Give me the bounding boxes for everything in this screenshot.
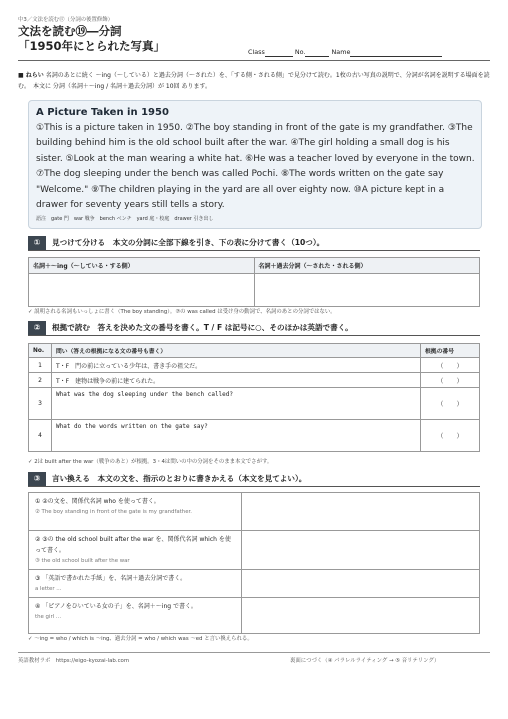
aim-paragraph [18,70,490,92]
course-label: 中3／文法を読む⑰（分詞の後置修飾） [18,17,114,23]
row-number: 1 [29,358,52,373]
class-label: Class [248,48,265,56]
no-label: No. [294,48,306,56]
section1-header [28,236,480,250]
section3-table [28,492,480,634]
aim-text: 名詞のあとに続く 〜ing（〜している）と過去分詞（〜された）を、「する側・される側」で見分けて読む。1枚の古い写真の説明で、分詞が名詞を説明する場面を読む。 本文に 分詞（名詞＋〜ing / 名詞＋過去分詞）が 10回 あります。 [18,72,490,90]
table-row [29,531,480,570]
table-row [29,358,480,373]
evidence-cell[interactable]: （ ） [421,388,480,420]
evidence-cell[interactable]: （ ） [421,420,480,452]
question-text[interactable]: T・F 建物は戦争の前に建てられた。 [52,373,421,388]
section2-header [28,321,480,335]
row-number: 2 [29,373,52,388]
vocab-notes: 語注 gate 門 war 戦争 bench ベンチ yard 庭・校庭 drawer 引き出し [36,216,214,222]
table-row [29,570,480,598]
rewrite-answer-cell[interactable] [242,598,480,634]
question-text[interactable]: What do the words written on the gate say? [52,420,421,452]
col-ing-header: 名詞＋〜ing（〜している・する側） [29,258,255,274]
passage-text: ①This is a picture taken in 1950. ②The boy standing in front of the gate is my grandfather. ③The building behind him is the old school built after the war. ④The girl holding a small dog is his sister. ⑤Look at the man wearing a white hat. ⑥He was a teacher loved by everyone in the town. ⑦The dog sleeping under the bench was called Pochi. ⑧The words written on the gate say "Welcome." ⑨The children playing in the yard are all over eighty now. ⑩A picture kept in a drawer for seventy years still tells a story. [36,123,475,211]
name-blank[interactable] [350,48,442,57]
evidence-header: 根拠の番号 [421,344,480,358]
question-text[interactable]: What was the dog sleeping under the bench called? [52,388,421,420]
rewrite-prompt: ② ③の the old school built after the war を、関係代名詞 which を使って書く。 ③ the old school built after the war [29,531,242,570]
passage-title: A Picture Taken in 1950 [36,107,169,118]
class-blank[interactable] [265,48,293,57]
question-text[interactable]: T・F 門の前に立っている少年は、書き手の祖父だ。 [52,358,421,373]
name-fields [248,48,442,57]
table-row [29,493,480,531]
section2-rule [28,335,480,336]
pp-answer-cell[interactable] [254,274,480,307]
section2-table [28,343,480,452]
worksheet-subtitle: 「1950年にとられた写真」 [18,39,166,53]
rewrite-hint: a letter ... [35,586,62,592]
section1-table [28,257,480,307]
section3-header [28,472,480,486]
rewrite-prompt: ④ 「ピアノをひいている女の子」を、名詞＋〜ing で書く。 the girl ... [29,598,242,634]
section2-number: ② [28,321,46,335]
no-blank[interactable] [305,48,329,57]
row-number: 4 [29,420,52,452]
section1-note: ✓ 説明される名詞もいっしょに書く（The boy standing）。⑦の was called は受け身の動詞で、名詞のあとの分詞ではない。 [28,309,336,315]
footer-source: 英語教材ラボ https://eigo-kyozai-lab.com [18,658,130,664]
question-header: 問い（答えの根拠になる文の番号も書く） [52,344,421,358]
table-row [29,373,480,388]
section1-heading: 見つけて分ける 本文の分詞に全部下線を引き、下の表に分けて書く（10つ）。 [52,238,325,247]
section3-heading: 言い換える 本文の文を、指示のとおりに書きかえる（本文を見てよい）。 [52,474,307,483]
table-row [29,420,480,452]
rewrite-answer-cell[interactable] [242,570,480,598]
section3-rule [28,486,480,487]
col-pp-header: 名詞＋過去分詞（〜された・される側） [254,258,480,274]
row-number: 3 [29,388,52,420]
section2-heading: 根拠で読む 答えを決めた文の番号を書く。T / F は記号に○、そのほかは英語で書く。 [52,323,353,332]
header-divider [18,60,490,61]
section2-note: ✓ 2は built after the war（戦争のあと）が根拠。3・4は問いの中の分詞をそのまま本文でさがす。 [28,459,273,465]
section3-note: ✓ 〜ing = who / which is 〜ing、過去分詞 = who / which was 〜ed と言い換えられる。 [28,636,253,642]
no-header: No. [29,344,52,358]
footer-divider [18,652,490,653]
rewrite-prompt: ③ 「英語で書かれた手紙」を、名詞＋過去分詞で書く。 a letter ... [29,570,242,598]
table-row [29,388,480,420]
evidence-cell[interactable]: （ ） [421,373,480,388]
section1-rule [28,250,480,251]
evidence-cell[interactable]: （ ） [421,358,480,373]
aim-label: ■ ねらい [18,72,44,79]
rewrite-hint: the girl ... [35,614,62,620]
name-label: Name [331,48,351,56]
ing-answer-cell[interactable] [29,274,255,307]
rewrite-hint: ② The boy standing in front of the gate is my grandfather. [35,509,192,515]
rewrite-hint: ③ the old school built after the war [35,558,130,564]
worksheet-title: 文法を読む⑲―分詞 [18,24,122,38]
table-row [29,598,480,634]
rewrite-prompt: ① ②の文を、関係代名詞 who を使って書く。 ② The boy standing in front of the gate is my grandfather. [29,493,242,531]
footer-next: 裏面につづく（④ パラレルライティング → ⑤ 音リテリング） [290,658,440,664]
rewrite-answer-cell[interactable] [242,531,480,570]
section3-number: ③ [28,472,46,486]
section1-number: ① [28,236,46,250]
rewrite-answer-cell[interactable] [242,493,480,531]
